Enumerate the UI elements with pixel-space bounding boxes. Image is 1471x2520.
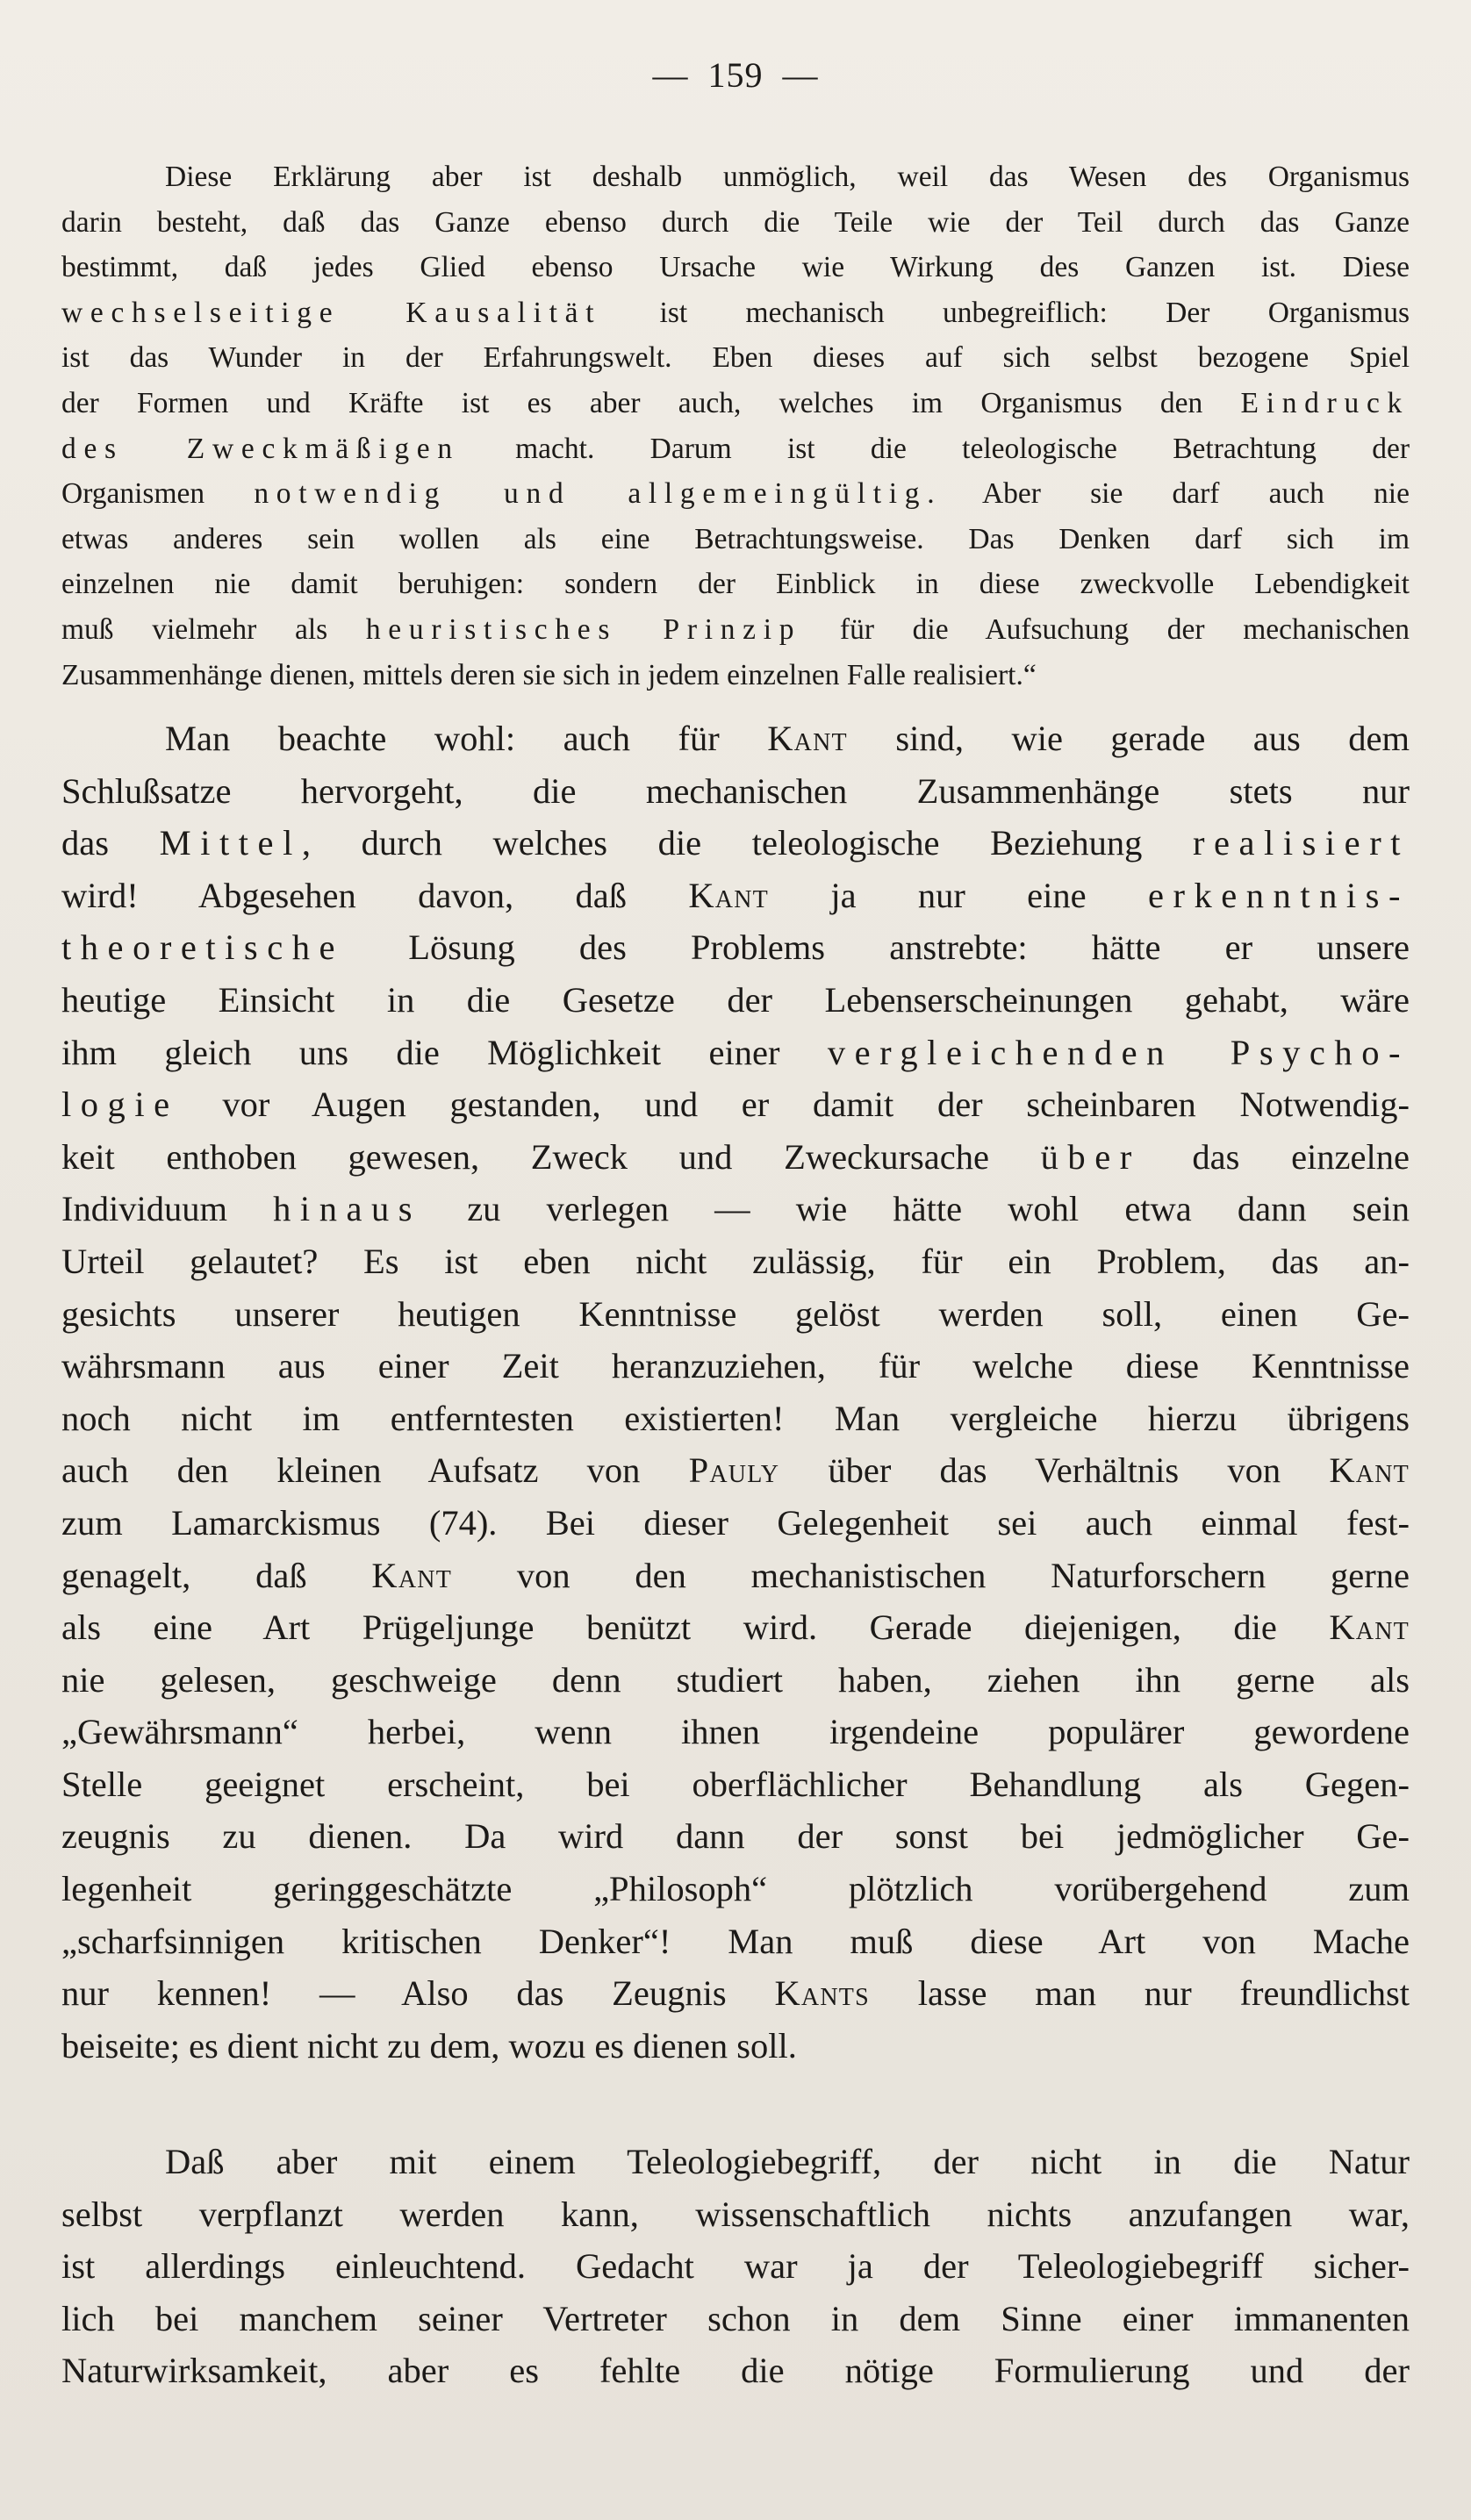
text-run: währsmann aus einer Zeit heranzuziehen, für welche diese Kenntnisse <box>61 1346 1410 1386</box>
text-run: zum Lamarckismus (74). Bei dieser Gelegenheit sei auch einmal fest- <box>61 1502 1410 1543</box>
spaced-emphasis: Mittel <box>159 823 302 863</box>
quote-line <box>61 607 1410 653</box>
paragraph-1-line <box>61 1131 1410 1184</box>
text-run: heutige Einsicht in die Gesetze der Lebenserscheinungen gehabt, wäre <box>61 979 1410 1020</box>
text-run: etwas anderes sein wollen als eine Betrachtungsweise. Das Denken darf sich im <box>61 522 1410 555</box>
text-run: lasse man nur freundlichst <box>869 1973 1410 2014</box>
author-name: Kant <box>688 875 769 915</box>
text-run: selbst verpflanzt werden kann, wissenschaftlich nichts anzufangen war, <box>61 2194 1410 2234</box>
text-run: der Formen und Kräfte ist es aber auch, welches im Organismus den <box>61 386 1241 419</box>
text-run: gesichts unserer heutigen Kenntnisse gelöst werden soll, einen Ge- <box>61 1293 1410 1334</box>
author-name: Kant <box>1329 1450 1410 1491</box>
paragraph-1-line <box>61 765 1410 818</box>
text-run: noch nicht im entferntesten existierten! Man vergleiche hierzu übrigens <box>61 1398 1410 1438</box>
text-run: Diese Erklärung aber ist deshalb unmöglich, weil das Wesen des Organismus <box>165 161 1410 193</box>
paragraph-1-line <box>61 1497 1410 1550</box>
page-header <box>0 54 1471 96</box>
paragraph-2-line <box>61 2136 1410 2188</box>
paragraph-1-line <box>61 921 1410 974</box>
paragraph-1-line <box>61 1706 1410 1758</box>
text-run: bestimmt, daß jedes Glied ebenso Ursache wie Wirkung des Ganzen ist. Diese <box>61 251 1410 284</box>
quote-line <box>61 517 1410 562</box>
quote-line <box>61 426 1410 472</box>
paragraph-1-line <box>61 1915 1410 1968</box>
text-run: ist mechanisch unbegreiflich: Der Organismus <box>601 296 1410 329</box>
paragraph-1-line <box>61 1444 1410 1497</box>
text-run: Urteil gelautet? Es ist eben nicht zulässig, für ein Problem, das an- <box>61 1241 1410 1281</box>
text-run: das <box>61 823 160 863</box>
paragraph-1-line <box>61 1967 1410 2020</box>
paragraph-1-line <box>61 712 1410 765</box>
quote-line <box>61 471 1410 517</box>
quote-line <box>61 335 1410 381</box>
text-run: wird! Abgesehen davon, daß <box>61 875 689 915</box>
text-run: Daß aber mit einem Teleologiebegriff, der nicht in die Natur <box>165 2142 1410 2181</box>
paragraph-1-line <box>61 1027 1410 1079</box>
paragraph-1-line <box>61 1392 1410 1445</box>
spaced-emphasis: des Zweckmäßigen <box>61 432 460 465</box>
text-run: Lösung des Problems anstrebte: hätte er unsere <box>344 927 1410 968</box>
text-run: lich bei manchem seiner Vertreter schon in dem Sinne einer immanenten <box>61 2298 1410 2338</box>
text-run: „scharfsinnigen kritischen Denker“! Man muß diese Art von Mache <box>61 1921 1410 1961</box>
text-run: Organismen <box>61 477 255 511</box>
paragraph-1-line <box>61 870 1410 922</box>
paragraph-2 <box>61 2136 1410 2397</box>
paragraph-1-line <box>61 1340 1410 1392</box>
spaced-emphasis: theoretische <box>61 927 345 968</box>
text-run: sind, wie gerade aus dem <box>847 719 1410 758</box>
paragraph-1-line <box>61 974 1410 1027</box>
text-run: vor Augen gestanden, und er damit der scheinbaren Notwendig- <box>178 1085 1410 1125</box>
text-run: Stelle geeignet erscheint, bei oberflächlicher Behandlung als Gegen- <box>61 1764 1410 1804</box>
author-name: Kants <box>774 1973 870 2014</box>
text-run: Naturwirksamkeit, aber es fehlte die nötige Formulierung und der <box>61 2351 1410 2391</box>
block-quote <box>61 154 1410 698</box>
spaced-emphasis: über <box>1040 1136 1141 1177</box>
author-name: Kant <box>371 1555 453 1595</box>
paragraph-1-line <box>61 2020 1410 2073</box>
text-run: . Aber sie darf auch nie <box>927 477 1410 511</box>
header-dash-right: — <box>782 55 819 95</box>
text-run: darin besteht, daß das Ganze ebenso durch die Teile wie der Teil durch das Ganze <box>61 205 1410 239</box>
paragraph-1-line <box>61 817 1410 870</box>
paragraph-1-line <box>61 1654 1410 1707</box>
spaced-emphasis: realisiert <box>1193 823 1410 863</box>
paragraph-1-line <box>61 1078 1410 1131</box>
spaced-emphasis: Eindruck <box>1240 386 1410 419</box>
text-run: zeugnis zu dienen. Da wird dann der sonst bei jedmöglicher Ge- <box>61 1816 1410 1857</box>
text-run: , durch welches die teleologische Beziehung <box>301 823 1194 863</box>
spaced-emphasis: notwendig und allgemeingültig <box>254 477 928 511</box>
text-run: nur kennen! — Also das Zeugnis <box>61 1973 775 2014</box>
paragraph-2-line <box>61 2293 1410 2345</box>
paragraph-2-line <box>61 2240 1410 2293</box>
quote-line <box>61 562 1410 607</box>
paragraph-1-line <box>61 1235 1410 1288</box>
paragraph-1-line <box>61 1863 1410 1915</box>
text-run: ist das Wunder in der Erfahrungswelt. Eben dieses auf sich selbst bezogene Spiel <box>61 341 1410 375</box>
paragraph-1-line <box>61 1550 1410 1602</box>
text-run: das einzelne <box>1140 1136 1410 1177</box>
page-number: 159 <box>707 55 764 95</box>
text-run: legenheit geringgeschätzte „Philosoph“ plötzlich vorübergehend zum <box>61 1869 1410 1909</box>
paragraph-1-line <box>61 1183 1410 1235</box>
paragraph-1-line <box>61 1810 1410 1863</box>
text-run: über das Verhältnis von <box>779 1450 1330 1491</box>
text-run: „Gewährsmann“ herbei, wenn ihnen irgendeine populärer gewordene <box>61 1712 1410 1752</box>
text-run: keit enthoben gewesen, Zweck und Zweckursache <box>61 1136 1041 1177</box>
text-run: beiseite; es dient nicht zu dem, wozu es dienen soll. <box>61 2025 797 2065</box>
header-dash-left: — <box>652 55 689 95</box>
text-run: zu verlegen — wie hätte wohl etwa dann sein <box>421 1189 1410 1229</box>
quote-line <box>61 245 1410 290</box>
paragraph-1-line <box>61 1288 1410 1341</box>
text-run: Individuum <box>61 1189 274 1229</box>
text-run: genagelt, daß <box>61 1555 372 1595</box>
text-run: von den mechanistischen Naturforschern gerne <box>452 1555 1410 1595</box>
quote-line <box>61 653 1410 698</box>
spaced-emphasis: wechselseitige Kausalität <box>61 296 602 329</box>
text-run: einzelnen nie damit beruhigen: sondern der Einblick in diese zweckvolle Lebendigkeit <box>61 568 1410 601</box>
quote-line <box>61 200 1410 246</box>
text-run: Man beachte wohl: auch für <box>165 719 768 758</box>
spaced-emphasis: erkenntnis- <box>1147 875 1410 915</box>
paragraph-2-line <box>61 2188 1410 2241</box>
spaced-emphasis: heuristisches Prinzip <box>365 612 802 646</box>
author-name: Kant <box>1329 1607 1410 1648</box>
author-name: Pauly <box>688 1450 780 1491</box>
text-run: macht. Darum ist die teleologische Betrachtung der <box>459 432 1410 465</box>
spaced-emphasis: vergleichenden Psycho- <box>827 1032 1410 1072</box>
quote-line <box>61 290 1410 336</box>
paragraph-1 <box>61 712 1410 2072</box>
text-run: für die Aufsuchung der mechanischen <box>801 612 1410 646</box>
paragraph-2-line <box>61 2345 1410 2397</box>
paragraph-1-line <box>61 1758 1410 1811</box>
text-run: auch den kleinen Aufsatz von <box>61 1450 689 1491</box>
text-run: ja nur eine <box>768 875 1148 915</box>
author-name: Kant <box>767 719 848 758</box>
paragraph-1-line <box>61 1601 1410 1654</box>
quote-line <box>61 381 1410 426</box>
text-run: als eine Art Prügeljunge benützt wird. Gerade diejenigen, die <box>61 1607 1330 1648</box>
text-run: Zusammenhänge dienen, mittels deren sie sich in jedem einzelnen Falle realisiert.“ <box>61 658 1037 691</box>
text-run: ist allerdings einleuchtend. Gedacht war ja der Teleologiebegriff sicher- <box>61 2246 1410 2287</box>
text-run: Schlußsatze hervorgeht, die mechanischen Zusammenhänge stets nur <box>61 770 1410 811</box>
text-run: nie gelesen, geschweige denn studiert haben, ziehen ihn gerne als <box>61 1659 1410 1700</box>
text-run: ihm gleich uns die Möglichkeit einer <box>61 1032 828 1072</box>
spaced-emphasis: logie <box>61 1085 179 1125</box>
spaced-emphasis: hinaus <box>273 1189 422 1229</box>
quote-line <box>61 154 1410 200</box>
text-run: muß vielmehr als <box>61 612 366 646</box>
